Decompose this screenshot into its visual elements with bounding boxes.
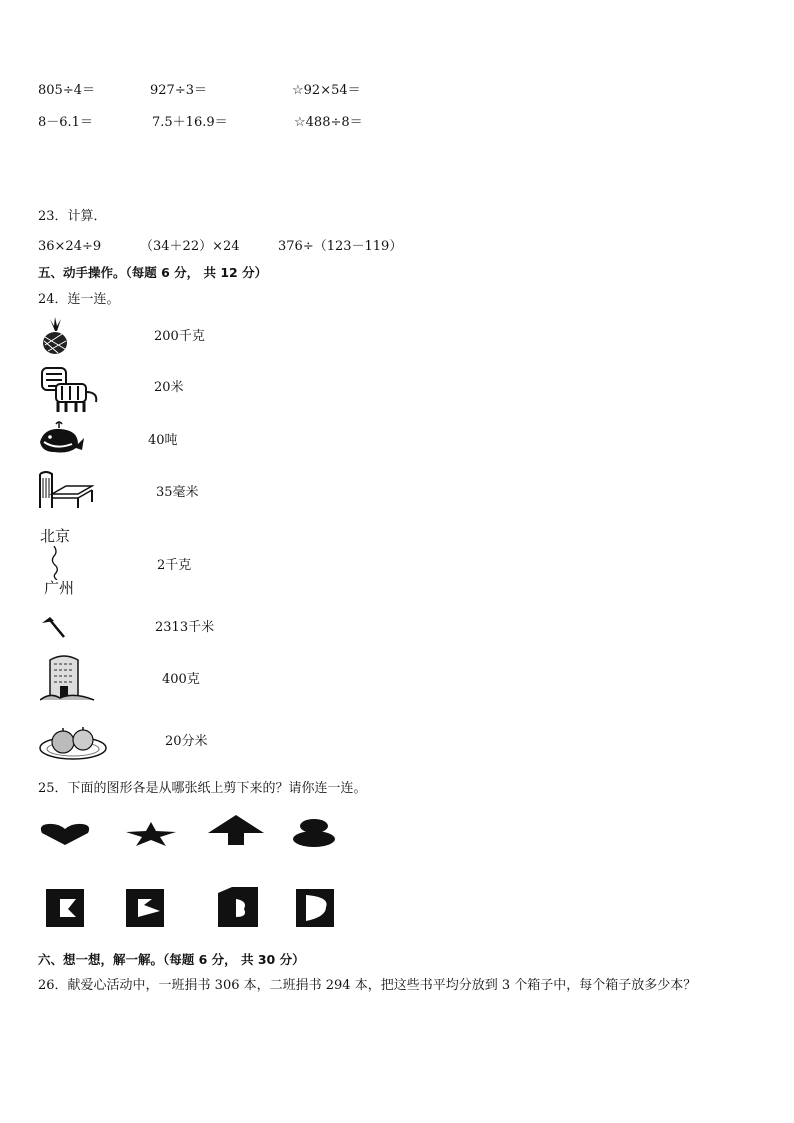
question-23-title: 23．计算． <box>38 209 107 224</box>
calc-item: 7.5＋16.9＝ <box>152 115 228 130</box>
expression-item: 36×24÷9 <box>38 239 102 254</box>
expression-item: （34＋22）×24 <box>140 239 240 254</box>
heart-shape-icon <box>40 823 90 845</box>
building-icon <box>40 652 96 702</box>
measure-label: 2千克 <box>157 558 192 573</box>
calc-item: ☆488÷8＝ <box>294 115 363 130</box>
question-25-title: 25．下面的图形各是从哪张纸上剪下来的？请你连一连。 <box>38 781 367 796</box>
arrow-shape-icon <box>208 815 264 845</box>
map-label-beijing: 北京 <box>40 527 71 545</box>
measure-label: 400克 <box>162 672 200 687</box>
bed-icon <box>38 468 94 510</box>
map-route-icon <box>40 527 80 597</box>
nail-icon <box>40 615 68 639</box>
map-label-guangzhou: 广州 <box>44 579 75 597</box>
pineapple-icon <box>38 317 72 355</box>
paper-notch-a-icon <box>46 889 84 927</box>
paper-notch-d-icon <box>296 889 334 927</box>
measure-label: 35毫米 <box>156 485 199 500</box>
section-6-heading: 六、想一想，解一解。（每题 6 分， 共 30 分） <box>38 952 305 967</box>
fruit-plate-icon <box>38 722 108 762</box>
paper-notch-b-icon <box>126 889 164 927</box>
section-5-heading: 五、动手操作。（每题 6 分， 共 12 分） <box>38 265 268 280</box>
measure-label: 40吨 <box>148 433 178 448</box>
star-shape-icon <box>126 822 176 846</box>
measure-label: 2313千米 <box>155 620 215 635</box>
measure-label: 200千克 <box>154 329 205 344</box>
paper-notch-c-icon <box>218 887 258 927</box>
question-24-title: 24．连一连。 <box>38 292 120 307</box>
whale-icon <box>38 420 86 456</box>
calc-item: 805÷4＝ <box>38 83 95 98</box>
question-26-text: 26．献爱心活动中，一班捐书 306 本，二班捐书 294 本，把这些书平均分放到 3 个箱子中，每个箱子放多少本？ <box>38 978 697 993</box>
tiger-icon <box>38 364 100 414</box>
measure-label: 20米 <box>154 380 184 395</box>
calc-item: ☆92×54＝ <box>292 83 361 98</box>
measure-label: 20分米 <box>165 734 208 749</box>
figure-eight-shape-icon <box>292 819 336 847</box>
calc-item: 927÷3＝ <box>150 83 207 98</box>
calc-item: 8－6.1＝ <box>38 115 93 130</box>
expression-item: 376÷（123－119） <box>278 239 403 254</box>
